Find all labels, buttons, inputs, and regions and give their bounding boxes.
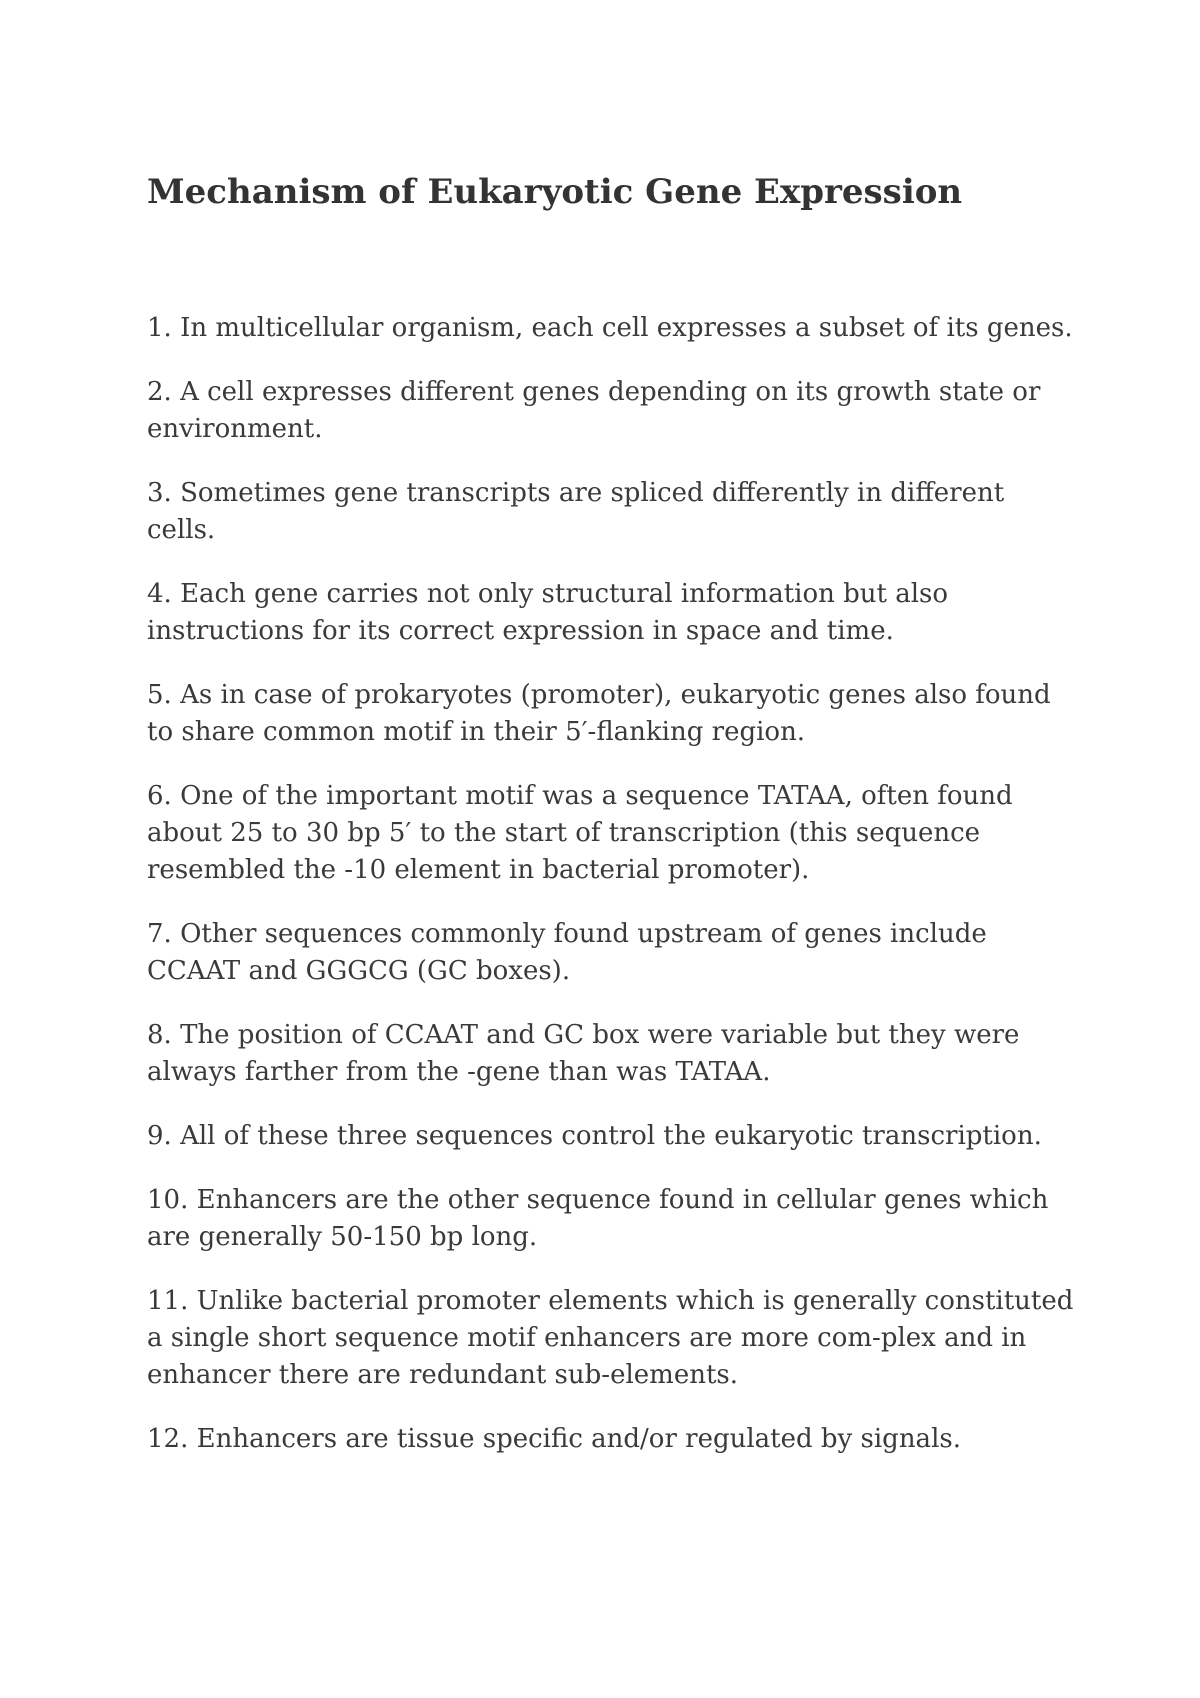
list-item: 8. The position of CCAAT and GC box were variable but they were always farther from the -gene than was TATAA. [147,1020,1020,1087]
list-item: 10. Enhancers are the other sequence found in cellular genes which are generally 50-150 bp long. [147,1185,1049,1252]
list-item: 12. Enhancers are tissue specific and/or regulated by signals. [147,1424,961,1454]
list-item: 7. Other sequences commonly found upstream of genes include CCAAT and GGGCG (GC boxes). [147,919,987,986]
list-item: 2. A cell expresses different genes depending on its growth state or environment. [147,377,1041,444]
list-item: 4. Each gene carries not only structural information but also instructions for its correct expression in space and time. [147,579,949,646]
list-item: 6. One of the important motif was a sequence TATAA, often found about 25 to 30 bp 5′ to the start of transcription (this sequence resembled the -10 element in bacterial promoter). [147,781,1013,885]
list-item: 11. Unlike bacterial promoter elements which is generally constituted a single short sequence motif enhancers are more com-plex and in enhancer there are redundant sub-elements. [147,1286,1074,1390]
list-item: 5. As in case of prokaryotes (promoter), eukaryotic genes also found to share common motif in their 5′-flanking region. [147,680,1051,747]
page-title: Mechanism of Eukaryotic Gene Expression [147,172,963,212]
list-item: 1. In multicellular organism, each cell expresses a subset of its genes. [147,313,1073,343]
list-item: 3. Sometimes gene transcripts are spliced differently in different cells. [147,478,1005,545]
numbered-point-list [147,310,1077,1485]
list-item: 9. All of these three sequences control the eukaryotic transcription. [147,1121,1042,1151]
